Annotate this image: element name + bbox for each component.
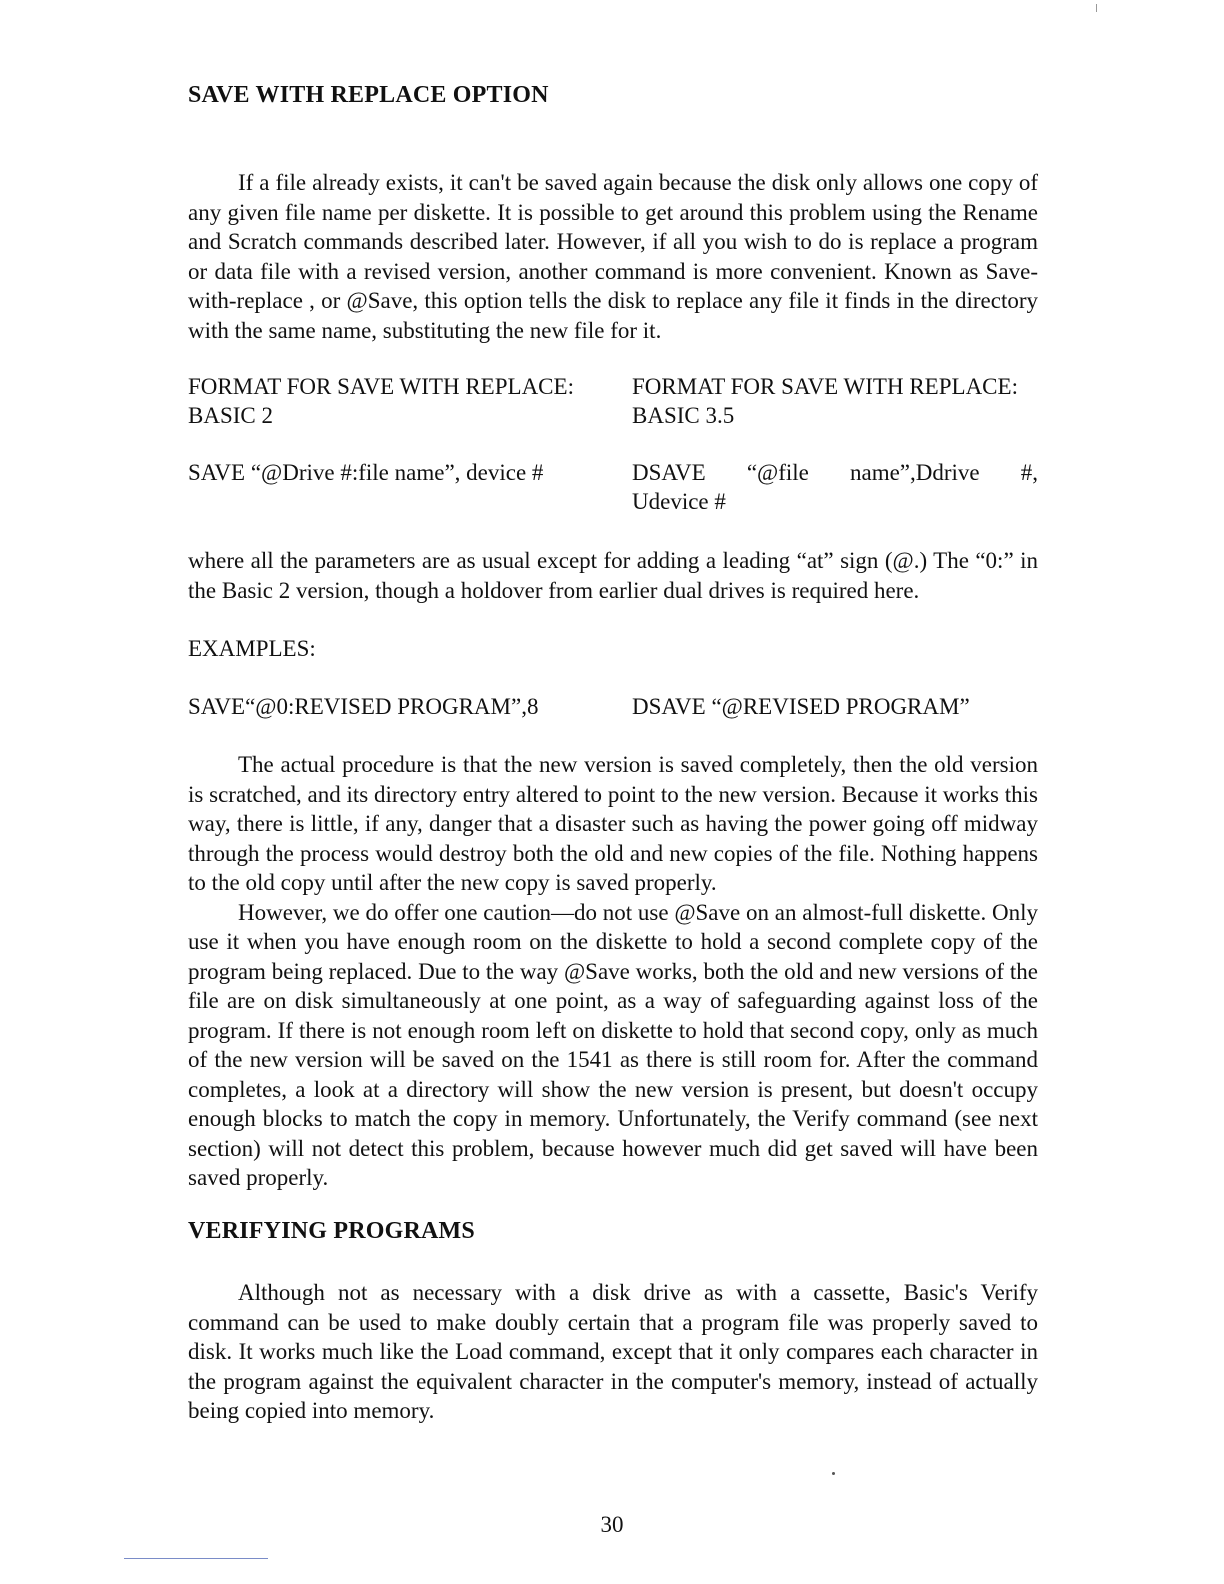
- example-basic2: [188, 692, 608, 721]
- format-right-subtitle: BASIC 3.5: [632, 403, 735, 428]
- paragraph-text: If a file already exists, it can't be saved again because the disk only allows one copy of any given file name per diskette. It is possible to get around this problem using the Rename and Scratch commands described later. However, if all you wish to do is replace a program or data file with a revised version, another command is more convenient. Known as Save-with-replace , or @Save, this option tells the disk to replace any file it finds in the directory with the same name, substituting the new file for it.: [188, 170, 1038, 343]
- intro-paragraph: [188, 168, 1038, 345]
- syntax-basic2: [188, 458, 608, 487]
- procedure-section: [188, 750, 1038, 1193]
- page-number: 30: [600, 1512, 624, 1537]
- format-right-title: FORMAT FOR SAVE WITH REPLACE:: [632, 374, 1018, 399]
- examples-label-text: EXAMPLES:: [188, 636, 316, 661]
- examples-label: [188, 634, 608, 663]
- verify-text: Although not as necessary with a disk drive as with a cassette, Basic's Verify command can be used to make doubly certain that a program file was properly saved to disk. It works much like the Load command, except that it only compares each character in the program against the equivalent character in the computer's memory, instead of actually being copied into memory.: [188, 1280, 1038, 1423]
- verify-paragraph: [188, 1278, 1038, 1426]
- example-right-text: DSAVE “@REVISED PROGRAM”: [632, 694, 970, 719]
- syntax-left-line: SAVE “@Drive #:file name”, device #: [188, 460, 544, 485]
- section-heading-verifying-programs: VERIFYING PROGRAMS: [188, 1218, 475, 1244]
- format-left-title: FORMAT FOR SAVE WITH REPLACE:: [188, 374, 574, 399]
- syntax-right-line2: Udevice #: [632, 489, 726, 514]
- syntax-right-line1: DSAVE “@file name”,Ddrive #,: [632, 460, 1038, 485]
- scan-speck: [1096, 4, 1097, 12]
- example-left-text: SAVE“@0:REVISED PROGRAM”,8: [188, 694, 539, 719]
- format-basic2-block: [188, 372, 608, 430]
- caution-paragraph: However, we do offer one caution—do not use @Save on an almost-full diskette. Only use it when you have enough room on the diskette to hold a second complete copy of the program being replaced. Due to the way @Save works, both the old and new versions of the file are on disk simultaneously at one point, as a way of safeguarding against loss of the program. If there is not enough room left on diskette to hold that second copy, only as much of the new version will be saved on the 1541 as there is still room for. After the command completes, a look at a directory will show the new version is present, but doesn't occupy enough blocks to match the copy in memory. Unfortunately, the Verify command (see next section) will not detect this problem, because however much did get saved will have been saved properly.: [188, 899, 1038, 1190]
- format-left-subtitle: BASIC 2: [188, 403, 273, 428]
- bottom-edge-rule: [124, 1558, 268, 1559]
- format-basic35-block: [632, 372, 1038, 430]
- procedure-paragraph: The actual procedure is that the new version is saved completely, then the old version is scratched, and its directory entry altered to point to the new version. Because it works this way, there is little, if any, danger that a disaster such as having the power going off midway through the process would destroy both the old and new copies of the file. Nothing happens to the old copy until after the new copy is saved properly.: [188, 752, 1038, 895]
- syntax-basic35: [632, 458, 1038, 516]
- where-paragraph: [188, 546, 1038, 605]
- scan-speck: [832, 1472, 835, 1475]
- example-basic35: [632, 692, 1038, 721]
- section-heading-save-with-replace: SAVE WITH REPLACE OPTION: [188, 82, 549, 108]
- where-text: where all the parameters are as usual except for adding a leading “at” sign (@.) The “0:” in the Basic 2 version, though a holdover from earlier dual drives is required here.: [188, 548, 1038, 603]
